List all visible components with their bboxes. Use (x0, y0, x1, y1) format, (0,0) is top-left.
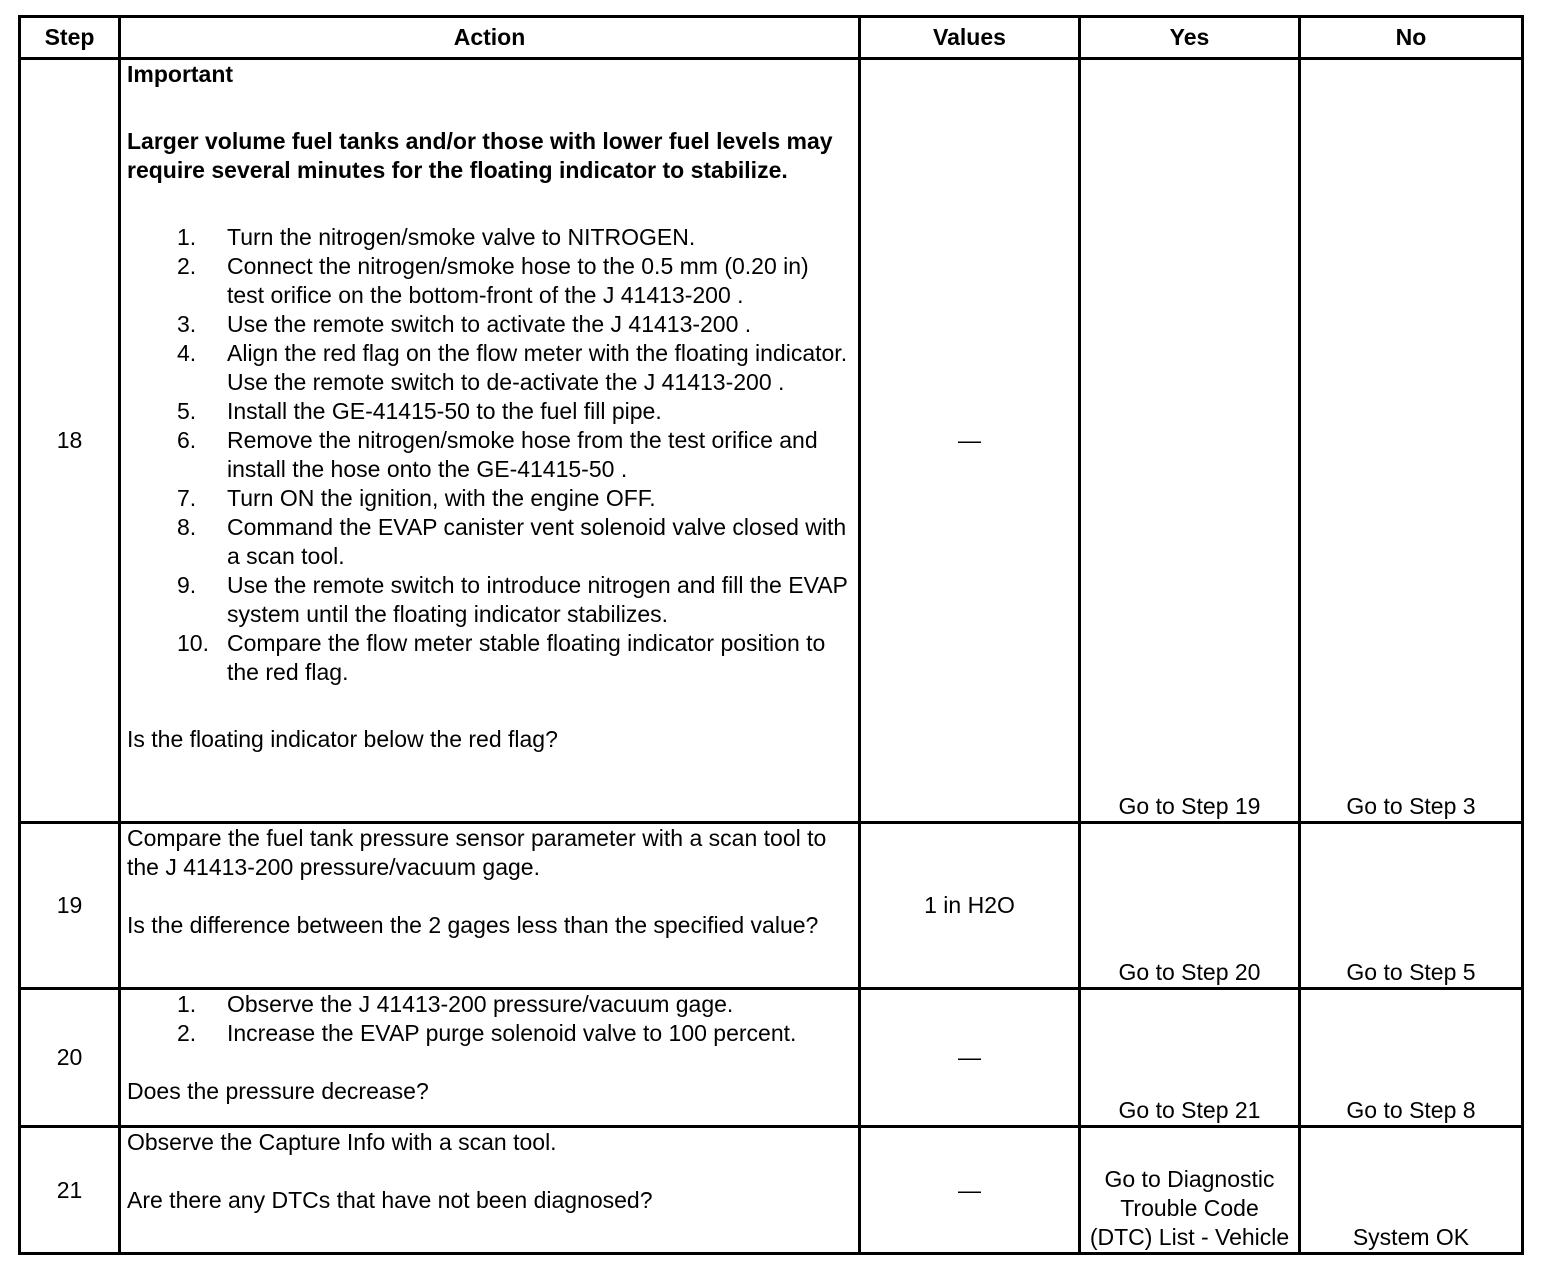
header-action: Action (120, 17, 860, 59)
list-item: Use the remote switch to introduce nitrogen and fill the EVAP system until the floating indicator stabilizes. (227, 572, 848, 627)
step-number: 20 (20, 989, 120, 1127)
action-text: Compare the fuel tank pressure sensor parameter with a scan tool to the J 41413-200 pressure/vacuum gage. (127, 825, 827, 880)
action-text: Observe the Capture Info with a scan tool. (127, 1129, 557, 1155)
list-item: Observe the J 41413-200 pressure/vacuum gage. (227, 991, 734, 1017)
list-item: Remove the nitrogen/smoke hose from the test orifice and install the hose onto the GE-41415-50 . (227, 427, 818, 482)
step-number: 19 (20, 823, 120, 989)
table-row-20 (20, 989, 1523, 1127)
yes-cell: Go to Step 21 (1080, 989, 1300, 1127)
table-row-19 (20, 823, 1523, 989)
list-item: Turn the nitrogen/smoke valve to NITROGEN. (227, 224, 696, 250)
question: Is the difference between the 2 gages less than the specified value? (127, 912, 819, 938)
table-row-21 (20, 1127, 1523, 1254)
procedure-list (127, 990, 852, 1048)
step-number: 21 (20, 1127, 120, 1254)
value-cell: — (860, 989, 1080, 1127)
question: Does the pressure decrease? (127, 1078, 429, 1104)
header-yes: Yes (1080, 17, 1300, 59)
list-item: Increase the EVAP purge solenoid valve to 100 percent. (227, 1020, 797, 1046)
value-cell: 1 in H2O (860, 823, 1080, 989)
no-cell: Go to Step 3 (1300, 59, 1523, 823)
diagnostic-table (18, 15, 1524, 1255)
important-label: Important (127, 61, 234, 87)
yes-cell: Go to Diagnostic Trouble Code (DTC) List - Vehicle (1080, 1127, 1300, 1254)
action-cell (120, 823, 860, 989)
header-row (20, 17, 1523, 59)
step-number: 18 (20, 59, 120, 823)
table-row-18 (20, 59, 1523, 823)
list-item: Align the red flag on the flow meter with the floating indicator. Use the remote switch to de-activate the J 41413-200 . (227, 340, 848, 395)
no-cell: Go to Step 8 (1300, 989, 1523, 1127)
list-item: Install the GE-41415-50 to the fuel fill pipe. (227, 398, 662, 424)
action-cell (120, 1127, 860, 1254)
list-item: Compare the flow meter stable floating indicator position to the red flag. (227, 630, 826, 685)
header-step: Step (20, 17, 120, 59)
list-item: Command the EVAP canister vent solenoid valve closed with a scan tool. (227, 514, 847, 569)
value-cell: — (860, 1127, 1080, 1254)
yes-cell: Go to Step 20 (1080, 823, 1300, 989)
header-no: No (1300, 17, 1523, 59)
no-cell: System OK (1300, 1127, 1523, 1254)
action-cell (120, 989, 860, 1127)
yes-cell: Go to Step 19 (1080, 59, 1300, 823)
important-note: Larger volume fuel tanks and/or those with lower fuel levels may require several minutes for the floating indicator to stabilize. (127, 128, 833, 183)
value-cell: — (860, 59, 1080, 823)
procedure-list (127, 223, 852, 687)
header-values: Values (860, 17, 1080, 59)
no-cell: Go to Step 5 (1300, 823, 1523, 989)
list-item: Turn ON the ignition, with the engine OFF. (227, 485, 656, 511)
list-item: Connect the nitrogen/smoke hose to the 0.5 mm (0.20 in) test orifice on the bottom-front of the J 41413-200 . (227, 253, 809, 308)
list-item: Use the remote switch to activate the J 41413-200 . (227, 311, 752, 337)
question: Are there any DTCs that have not been diagnosed? (127, 1187, 653, 1213)
question: Is the floating indicator below the red flag? (127, 726, 558, 752)
action-cell (120, 59, 860, 823)
